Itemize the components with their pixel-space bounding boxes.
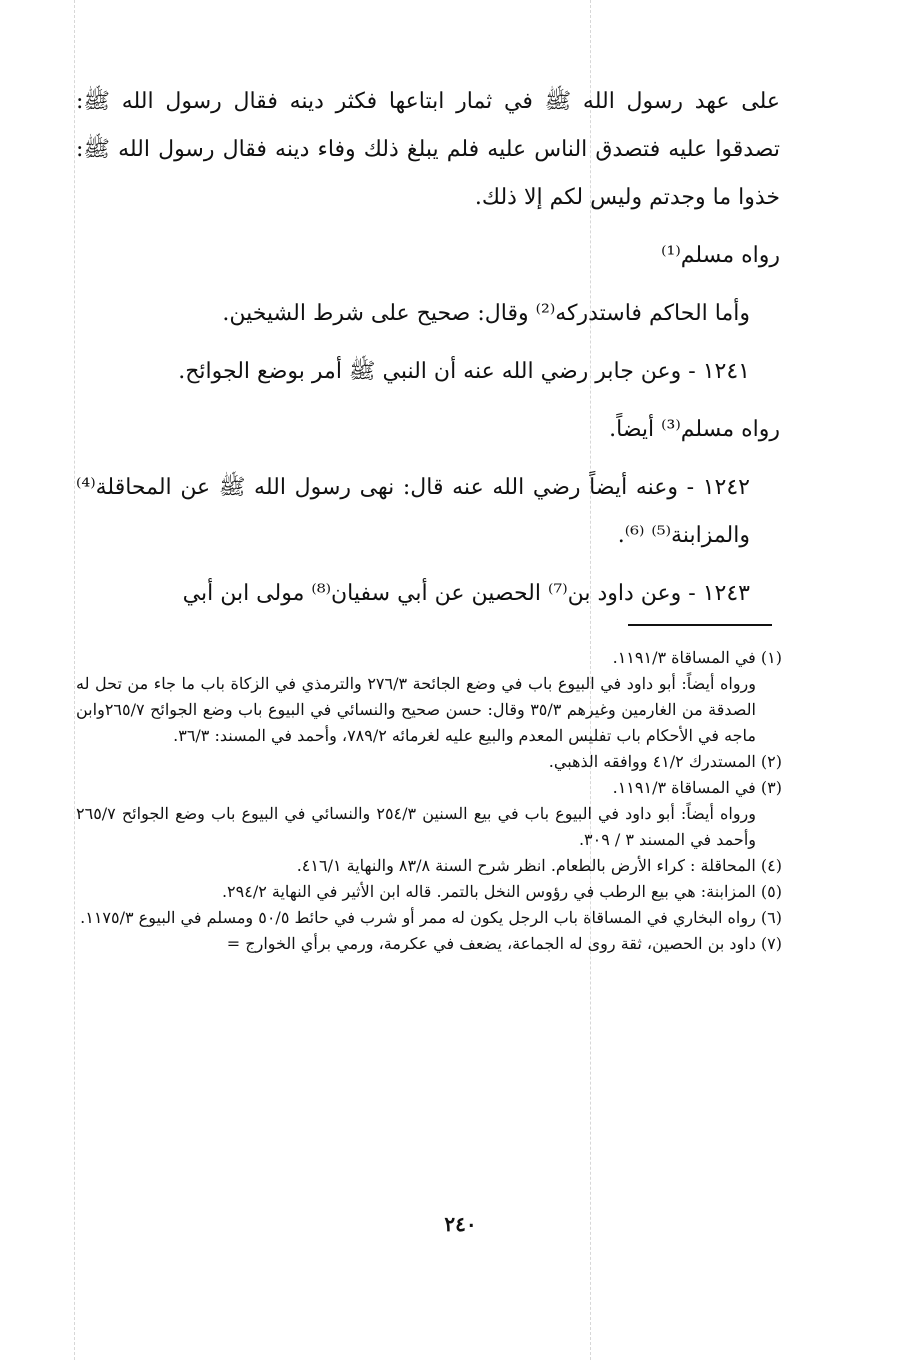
- scan-fold-line-left: [74, 0, 75, 1360]
- paragraph-narration-2: رواه مسلم⁽³⁾ أيضاً.: [609, 417, 780, 442]
- footnote-1-continuation: ورواه أيضاً: أبو داود في البيوع باب في وضع الجائحة ٢٧٦/٣ والترمذي في الزكاة باب ما جاء من تحل له الصدقة من الغارمين وغيرهم ٣٥/٣ وقال: حسن صحيح والنسائي في البيوع باب وضع الجوائح ٢٦٥/٧وابن ماجه في الأحكام باب تفليس المعدم والبيع عليه لغرمائه ٧٨٩/٢، وأحمد في المسند: ٣٦/٣.: [76, 674, 756, 745]
- footnote-5: (٥) المزابنة: هي بيع الرطب في رؤوس النخل بالتمر. قاله ابن الأثير في النهاية ٢٩٤/٢.: [221, 882, 782, 901]
- footnotes: [76, 645, 782, 957]
- footnote-3: (٣) في المساقاة ١١٩١/٣.: [612, 778, 782, 797]
- paragraph-narration-1: رواه مسلم⁽¹⁾: [661, 243, 780, 268]
- footnote-3-continuation: ورواه أيضاً: أبو داود في البيوع باب في بيع السنين ٢٥٤/٣ والنسائي في البيوع باب وضع الجوائح ٢٦٥/٧ وأحمد في المسند ٣ / ٣٠٩.: [76, 804, 757, 849]
- footnote-2: (٢) المستدرك ٤١/٢ ووافقه الذهبي.: [548, 752, 782, 771]
- main-text: [76, 78, 780, 618]
- footnote-separator: [628, 624, 772, 626]
- page-number: ٢٤٠: [444, 1212, 477, 1236]
- paragraph-continuation: على عهد رسول الله ﷺ في ثمار ابتاعها فكثر دينه فقال رسول الله ﷺ: تصدقوا عليه فتصدق الناس عليه فلم يبلغ ذلك وفاء دينه فقال رسول الله ﷺ: خذوا ما وجدتم وليس لكم إلا ذلك.: [76, 89, 780, 210]
- footnote-6: (٦) رواه البخاري في المساقاة باب الرجل يكون له ممر أو شرب في حائط ٥٠/٥ ومسلم في البيوع ١١٧٥/٣.: [80, 908, 782, 927]
- footnote-7: (٧) داود بن الحصين، ثقة روى له الجماعة، يضعف في عكرمة، ورمي برأي الخوارج =: [226, 934, 782, 953]
- footnote-4: (٤) المحاقلة : كراء الأرض بالطعام. انظر شرح السنة ٨٣/٨ والنهاية ٤١٦/١.: [296, 856, 782, 875]
- hadith-1243: ١٢٤٣ - وعن داود بن⁽⁷⁾ الحصين عن أبي سفيان⁽⁸⁾ مولى ابن أبي: [182, 581, 750, 606]
- hadith-1242: ١٢٤٢ - وعنه أيضاً رضي الله عنه قال: نهى رسول الله ﷺ عن المحاقلة⁽⁴⁾ والمزابنة⁽⁵⁾ ⁽⁶⁾.: [76, 475, 750, 548]
- hadith-1241: ١٢٤١ - وعن جابر رضي الله عنه أن النبي ﷺ أمر بوضع الجوائح.: [178, 359, 750, 384]
- footnote-1: (١) في المساقاة ١١٩١/٣.: [612, 648, 782, 667]
- paragraph-hakim: وأما الحاكم فاستدركه⁽²⁾ وقال: صحيح على شرط الشيخين.: [222, 301, 750, 326]
